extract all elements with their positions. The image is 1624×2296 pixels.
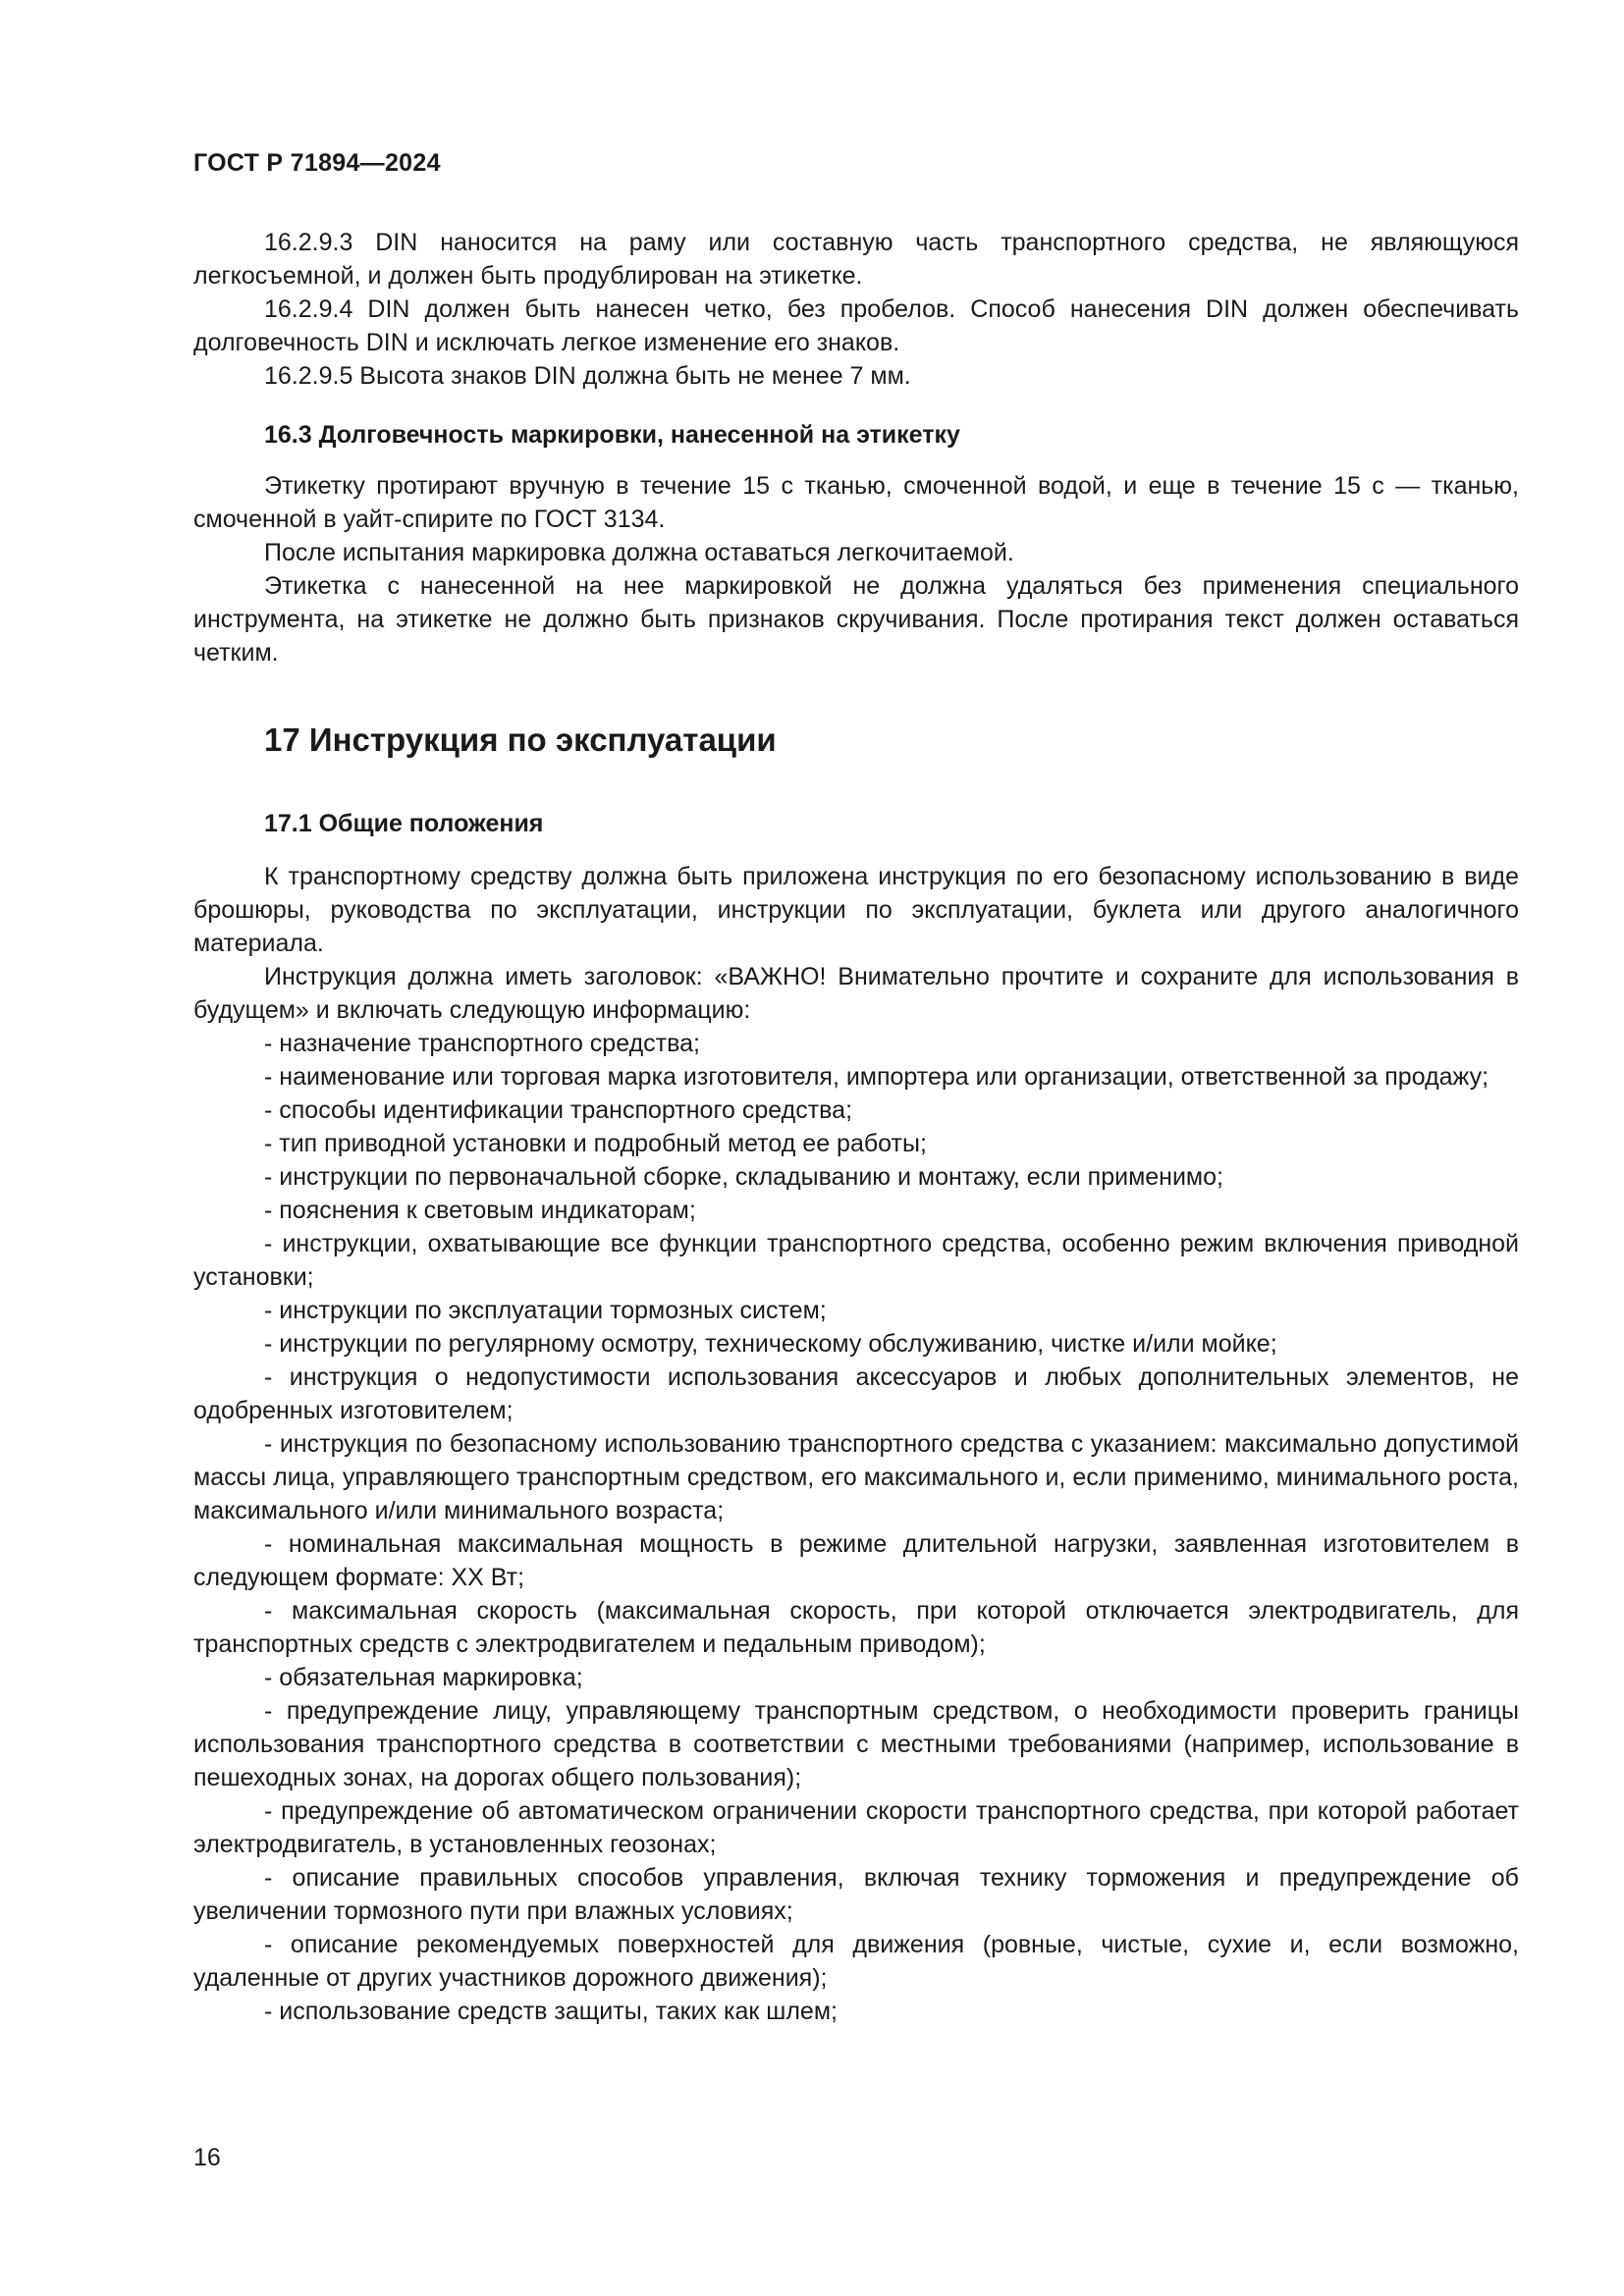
page-content <box>193 226 1519 2028</box>
list-item: - описание рекомендуемых поверхностей для движения (ровные, чистые, сухие и, если возможно, удаленные от других участников дорожного движения); <box>193 1931 1519 1992</box>
list-item: - предупреждение лицу, управляющему транспортным средством, о необходимости проверить границы использования транспортного средства в соответствии с местными требованиями (например, использование в пешеходных зонах, на дорогах общего пользования); <box>193 1697 1519 1791</box>
list-item: - инструкция по безопасному использованию транспортного средства с указанием: максимально допустимой массы лица, управляющего транспортным средством, его максимального и, если применимо, минимального роста, максимального и/или минимального возраста; <box>193 1430 1519 1524</box>
list-item: - инструкции по регулярному осмотру, техническому обслуживанию, чистке и/или мойке; <box>264 1330 1277 1358</box>
list-item: - инструкции, охватывающие все функции транспортного средства, особенно режим включения приводной установки; <box>193 1230 1519 1291</box>
list-item: - инструкция о недопустимости использования аксессуаров и любых дополнительных элементов, не одобренных изготовителем; <box>193 1363 1519 1424</box>
list-item: - максимальная скорость (максимальная скорость, при которой отключается электродвигатель, для транспортных средств с электродвигателем и педальным приводом); <box>193 1597 1519 1658</box>
list-item: - назначение транспортного средства; <box>264 1030 700 1057</box>
page-number: 16 <box>193 2144 221 2171</box>
clause-16-2-9-3: 16.2.9.3 DIN наносится на раму или составную часть транспортного средства, не являющуюся легкосъемной, и должен быть продублирован на этикетке. <box>193 229 1519 290</box>
paragraph: Этикетку протирают вручную в течение 15 с тканью, смоченной водой, и еще в течение 15 с — тканью, смоченной в уайт-спирите по ГОСТ 3134. <box>193 472 1519 533</box>
paragraph: После испытания маркировка должна оставаться легкочитаемой. <box>264 539 1014 566</box>
clause-16-2-9-4: 16.2.9.4 DIN должен быть нанесен четко, без пробелов. Способ нанесения DIN должен обеспечивать долговечность DIN и исключать легкое изменение его знаков. <box>193 295 1519 356</box>
paragraph: Инструкция должна иметь заголовок: «ВАЖНО! Внимательно прочтите и сохраните для использования в будущем» и включать следующую информацию: <box>193 963 1519 1024</box>
paragraph: К транспортному средству должна быть приложена инструкция по его безопасному использованию в виде брошюры, руководства по эксплуатации, инструкции по эксплуатации, буклета или другого аналогичного материала. <box>193 863 1519 957</box>
document-header: ГОСТ Р 71894—2024 <box>193 149 441 177</box>
list-item: - способы идентификации транспортного средства; <box>264 1096 853 1124</box>
paragraph: Этикетка с нанесенной на нее маркировкой не должна удаляться без применения специального инструмента, на этикетке не должно быть признаков скручивания. После протирания текст должен оставаться четким. <box>193 572 1519 667</box>
clause-16-2-9-5: 16.2.9.5 Высота знаков DIN должна быть не менее 7 мм. <box>264 362 911 390</box>
list-item: - предупреждение об автоматическом ограничении скорости транспортного средства, при которой работает электродвигатель, в установленных геозонах; <box>193 1797 1519 1858</box>
heading-17: 17 Инструкция по эксплуатации <box>264 721 777 758</box>
list-item: - использование средств защиты, таких как шлем; <box>264 1998 838 2025</box>
heading-16-3: 16.3 Долговечность маркировки, нанесенной на этикетку <box>264 421 960 449</box>
list-item: - инструкции по первоначальной сборке, складыванию и монтажу, если применимо; <box>264 1163 1223 1191</box>
list-item: - наименование или торговая марка изготовителя, импортера или организации, ответственной за продажу; <box>264 1063 1489 1091</box>
list-item: - обязательная маркировка; <box>264 1664 583 1691</box>
list-item: - тип приводной установки и подробный метод ее работы; <box>264 1130 927 1157</box>
list-item: - пояснения к световым индикаторам; <box>264 1197 696 1224</box>
list-item: - описание правильных способов управления, включая технику торможения и предупреждение об увеличении тормозного пути при влажных условиях; <box>193 1864 1519 1925</box>
list-item: - инструкции по эксплуатации тормозных систем; <box>264 1297 827 1324</box>
list-item: - номинальная максимальная мощность в режиме длительной нагрузки, заявленная изготовителем в следующем формате: XX Вт; <box>193 1530 1519 1591</box>
heading-17-1: 17.1 Общие положения <box>264 810 544 837</box>
